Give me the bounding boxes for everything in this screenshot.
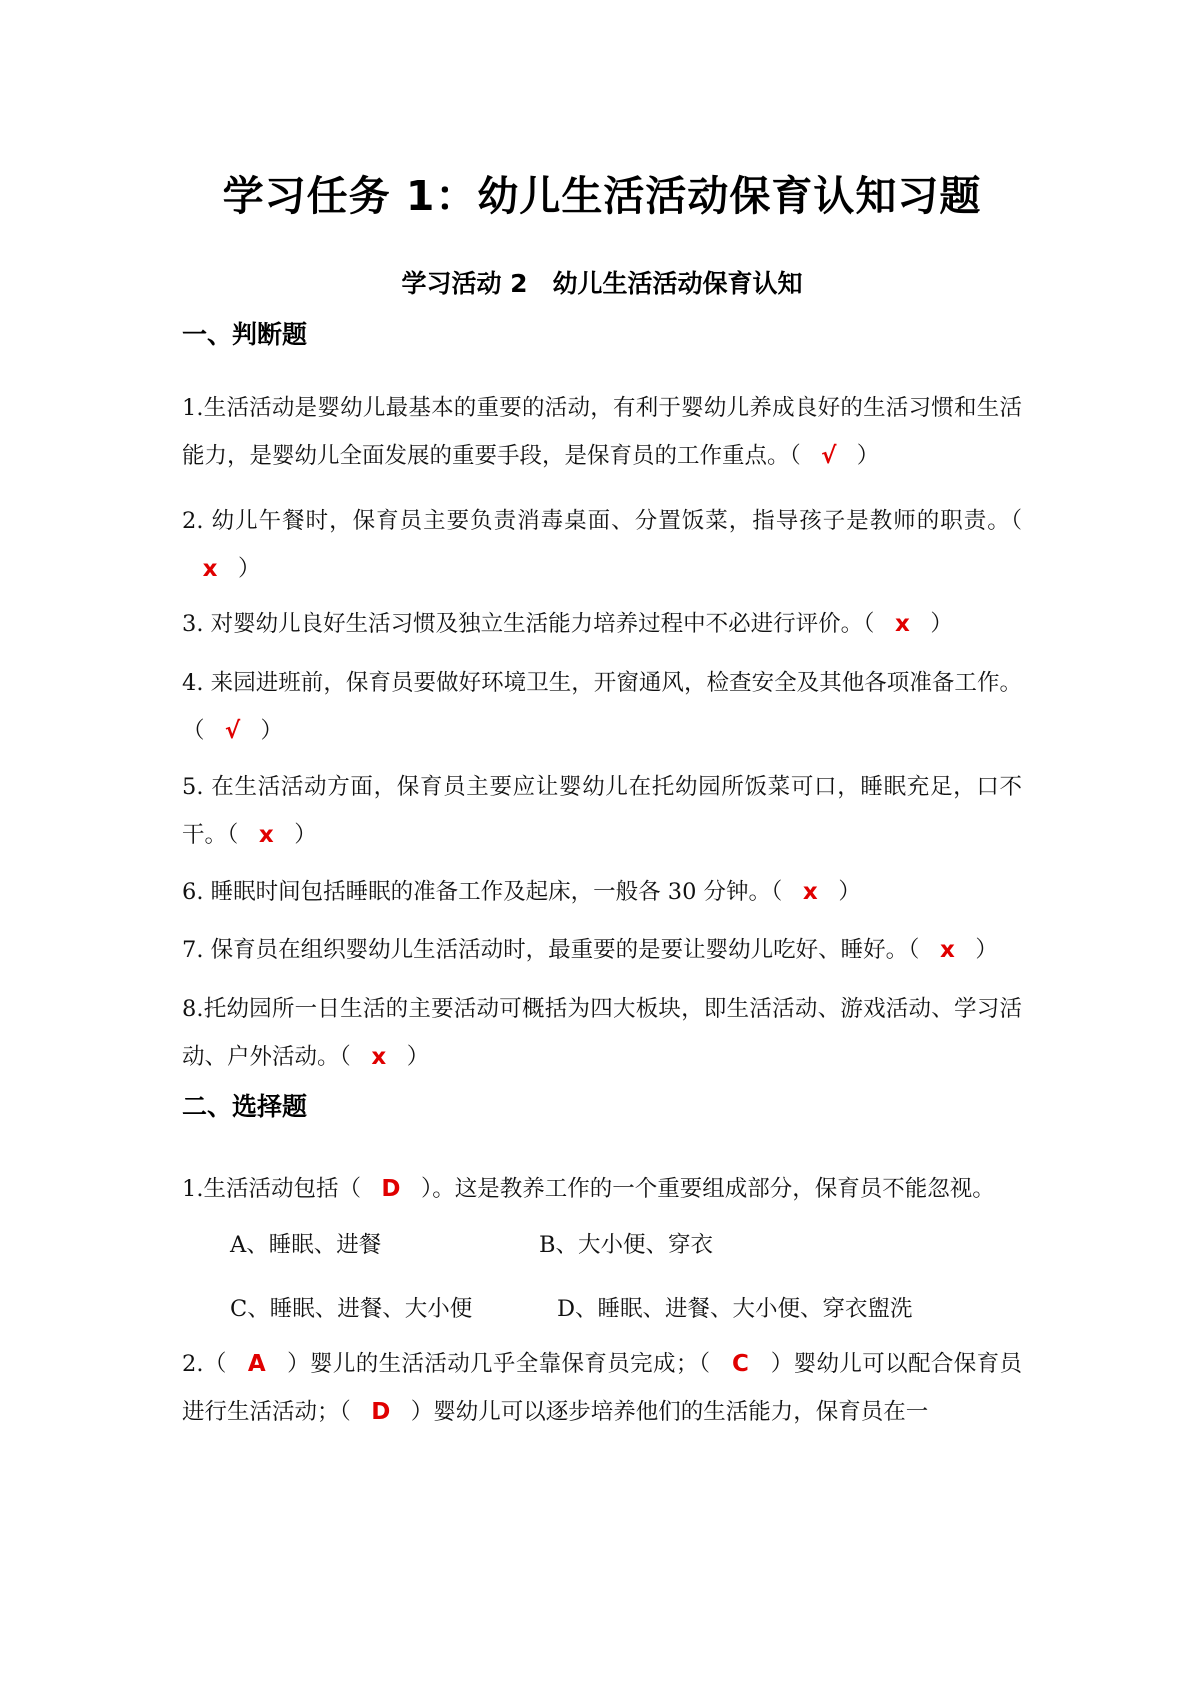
judgement-question-1 <box>182 384 1022 480</box>
question-text: ）婴幼儿可以逐步培养他们的生活能力，保育员在一 <box>410 1399 929 1425</box>
question-text: 2.（ <box>182 1351 227 1377</box>
document-title: 学习任务 1：幼儿生活活动保育认知习题 <box>222 172 982 220</box>
option-b: B、大小便、穿衣 <box>539 1232 714 1258</box>
answer-letter: D <box>371 1399 391 1425</box>
answer-mark: √ <box>224 718 241 744</box>
answer-mark: √ <box>821 443 837 469</box>
question-close: ） <box>238 556 261 582</box>
question-text: 7. 保育员在组织婴幼儿生活活动时，最重要的是要让婴幼儿吃好、睡好。（ <box>182 937 920 963</box>
judgement-question-7 <box>182 926 1022 974</box>
question-close: ） <box>856 443 880 469</box>
judgement-question-4 <box>182 659 1022 755</box>
section-heading-judgement: 一、判断题 <box>182 320 308 349</box>
answer-letter: D <box>381 1176 401 1202</box>
section-heading-choice: 二、选择题 <box>182 1092 308 1121</box>
option-d: D、睡眠、进餐、大小便、穿衣盥洗 <box>557 1296 913 1322</box>
question-text: ）婴幼儿可以配合保育员进行生活活动；（ <box>182 1351 1022 1425</box>
question-close: ） <box>260 718 284 744</box>
choice-question-2 <box>182 1340 1022 1436</box>
answer-mark: x <box>258 822 274 848</box>
judgement-question-2 <box>182 497 1022 593</box>
answer-mark: x <box>371 1044 387 1070</box>
question-close: ） <box>975 937 998 963</box>
answer-mark: x <box>894 611 910 637</box>
answer-mark: x <box>802 879 818 905</box>
question-text: 2. 幼儿午餐时，保育员主要负责消毒桌面、分置饭菜，指导孩子是教师的职责。（ <box>182 508 1022 534</box>
judgement-question-8 <box>182 985 1022 1081</box>
question-text: 1.生活活动包括（ <box>182 1176 361 1202</box>
judgement-question-5 <box>182 763 1022 859</box>
choice-question-1 <box>182 1165 1022 1213</box>
question-text: 6. 睡眠时间包括睡眠的准备工作及起床，一般各 30 分钟。（ <box>182 879 783 905</box>
question-close: ） <box>406 1044 430 1070</box>
option-a: A、睡眠、进餐 <box>230 1232 382 1258</box>
judgement-question-3 <box>182 600 1022 648</box>
question-close: ） <box>930 611 953 637</box>
question-text: 5. 在生活活动方面，保育员主要应让婴幼儿在托幼园所饭菜可口，睡眠充足，口不干。（ <box>182 774 1022 848</box>
question-text: 3. 对婴幼儿良好生活习惯及独立生活能力培养过程中不必进行评价。（ <box>182 611 875 637</box>
question-text: 1.生活活动是婴幼儿最基本的重要的活动，有利于婴幼儿养成良好的生活习惯和生活能力，是婴幼儿全面发展的重要手段，是保育员的工作重点。（ <box>182 395 1022 469</box>
question-close: ） <box>294 822 317 848</box>
question-close: ） <box>838 879 861 905</box>
judgement-question-6 <box>182 868 1022 916</box>
answer-letter: A <box>247 1351 266 1377</box>
question-text: ）婴儿的生活活动几乎全靠保育员完成；（ <box>286 1351 711 1377</box>
answer-mark: x <box>202 556 218 582</box>
question-text: 8.托幼园所一日生活的主要活动可概括为四大板块，即生活活动、游戏活动、学习活动、户外活动。（ <box>182 996 1022 1070</box>
answer-mark: x <box>939 937 955 963</box>
document-subtitle: 学习活动 2 幼儿生活活动保育认知 <box>401 269 803 298</box>
answer-letter: C <box>731 1351 749 1377</box>
option-c: C、睡眠、进餐、大小便 <box>230 1296 473 1322</box>
question-text-rest: ）。这是教养工作的一个重要组成部分，保育员不能忽视。 <box>420 1176 995 1202</box>
question-text: 4. 来园进班前，保育员要做好环境卫生，开窗通风，检查安全及其他各项准备工作。（ <box>182 670 1022 744</box>
document-page <box>182 0 1022 1684</box>
